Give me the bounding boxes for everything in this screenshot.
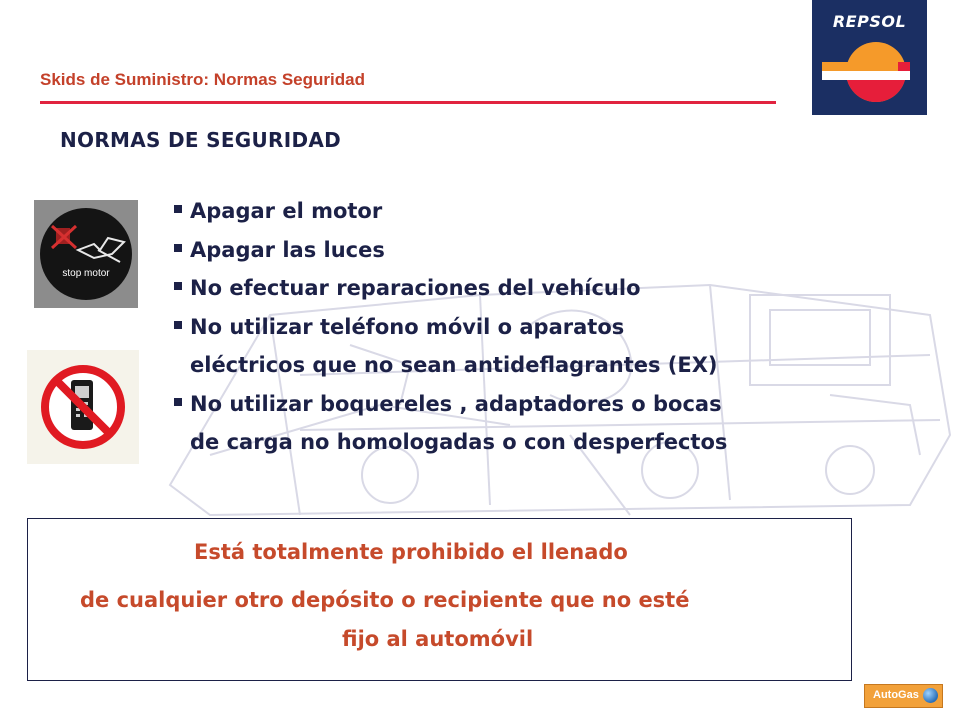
stop-sign-label: stop motor [62,268,110,279]
bullet-square-icon [174,282,182,290]
stop-motor-image [34,200,138,308]
list-item: No efectuar reparaciones del vehículo [172,269,727,308]
bullet-square-icon [174,321,182,329]
bullet-square-icon [174,205,182,213]
repsol-logo [812,0,927,115]
section-heading: NORMAS DE SEGURIDAD [60,128,342,152]
list-item: Apagar el motor [172,192,727,231]
slide-subtitle: Skids de Suministro: Normas Seguridad [40,70,365,89]
title-divider [40,101,776,104]
no-phone-image [27,350,139,464]
list-item: No utilizar teléfono móvil o aparatos [172,308,727,347]
autogas-badge [864,684,943,708]
list-item-continuation: eléctricos que no sean antideflagrantes (EX) [190,353,718,377]
bullet-square-icon [174,244,182,252]
list-item-continuation: de carga no homologadas o con desperfectos [190,430,728,454]
warning-line-2: de cualquier otro depósito o recipiente que no esté [80,588,690,612]
list-item: No utilizar boquereles , adaptadores o bocas [172,385,727,424]
autogas-label: AutoGas [873,689,919,701]
stop-motor-icon [34,200,138,308]
safety-rules-list [172,192,727,462]
logo-text: REPSOL [832,12,907,31]
autogas-globe-icon [923,688,938,703]
bullet-square-icon [174,398,182,406]
list-item: Apagar las luces [172,231,727,270]
repsol-logo-icon [812,0,927,115]
no-phone-icon [27,350,139,464]
warning-line-3: fijo al automóvil [342,627,534,651]
warning-line-1: Está totalmente prohibido el llenado [194,540,628,564]
